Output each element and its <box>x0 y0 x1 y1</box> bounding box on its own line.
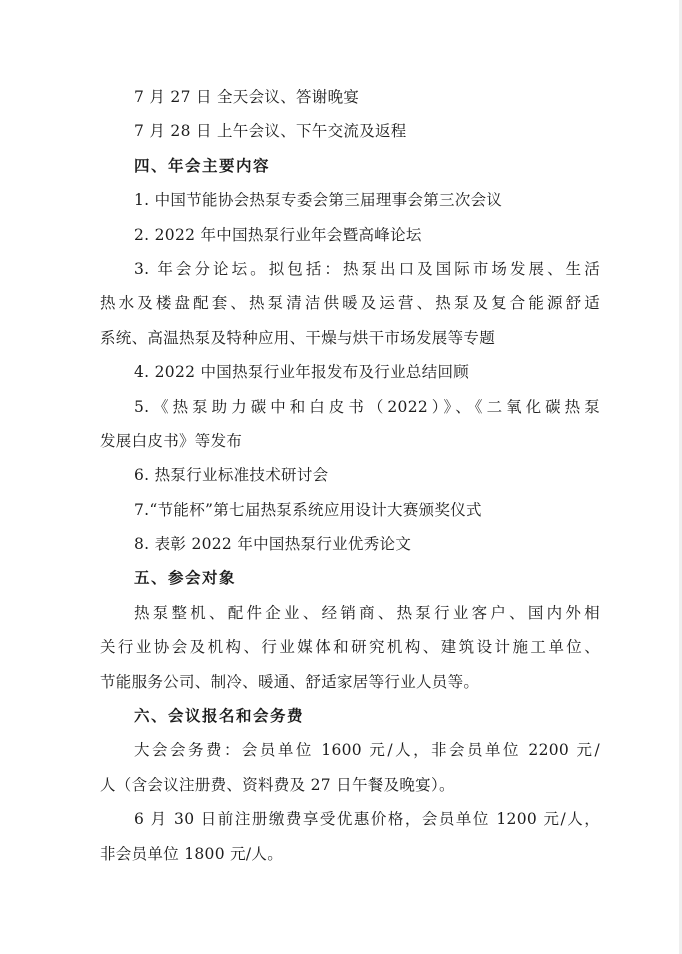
text-line: 关行业协会及机构、行业媒体和研究机构、建筑设计施工单位、 <box>100 638 600 657</box>
text-line: 7 月 27 日 全天会议、答谢晚宴 <box>134 88 360 106</box>
text-line: 6 月 30 日前注册缴费享受优惠价格，会员单位 1200 元/人， <box>134 810 600 829</box>
text-line: 大会会务费：会员单位 1600 元/人，非会员单位 2200 元/ <box>134 741 600 760</box>
text-line: 系统、高温热泵及特种应用、干燥与烘干市场发展等专题 <box>100 328 496 347</box>
text-line: 热水及楼盘配套、热泵清洁供暖及运营、热泵及复合能源舒适 <box>100 294 600 313</box>
text-line: 3. 年会分论坛。拟包括：热泵出口及国际市场发展、生活 <box>134 259 600 278</box>
text-line: 7 月 28 日 上午会议、下午交流及返程 <box>134 122 407 141</box>
text-line: 发展白皮书》等发布 <box>100 431 243 450</box>
text-line: 非会员单位 1800 元/人。 <box>100 844 284 863</box>
document-body <box>100 80 600 871</box>
text-line: 7.“节能杯”第七届热泵系统应用设计大赛颁奖仪式 <box>134 500 482 519</box>
section-heading: 五、参会对象 <box>134 569 237 588</box>
text-line: 1. 中国节能协会热泵专委会第三届理事会第三次会议 <box>134 191 503 210</box>
text-line: 2. 2022 年中国热泵行业年会暨高峰论坛 <box>134 225 422 244</box>
section-heading: 六、会议报名和会务费 <box>134 707 305 726</box>
section-heading: 四、年会主要内容 <box>134 156 271 175</box>
text-line: 节能服务公司、制冷、暖通、舒适家居等行业人员等。 <box>100 672 480 691</box>
text-line: 8. 表彰 2022 年中国热泵行业优秀论文 <box>134 535 412 554</box>
text-line: 热泵整机、配件企业、经销商、热泵行业客户、国内外相 <box>134 603 600 622</box>
text-line: 人（含会议注册费、资料费及 27 日午餐及晚宴）。 <box>100 775 455 794</box>
text-line: 5.《热泵助力碳中和白皮书（2022）》、《二氧化碳热泵 <box>134 397 600 416</box>
text-line: 6. 热泵行业标准技术研讨会 <box>134 466 329 485</box>
text-line: 4. 2022 中国热泵行业年报发布及行业总结回顾 <box>134 363 470 382</box>
